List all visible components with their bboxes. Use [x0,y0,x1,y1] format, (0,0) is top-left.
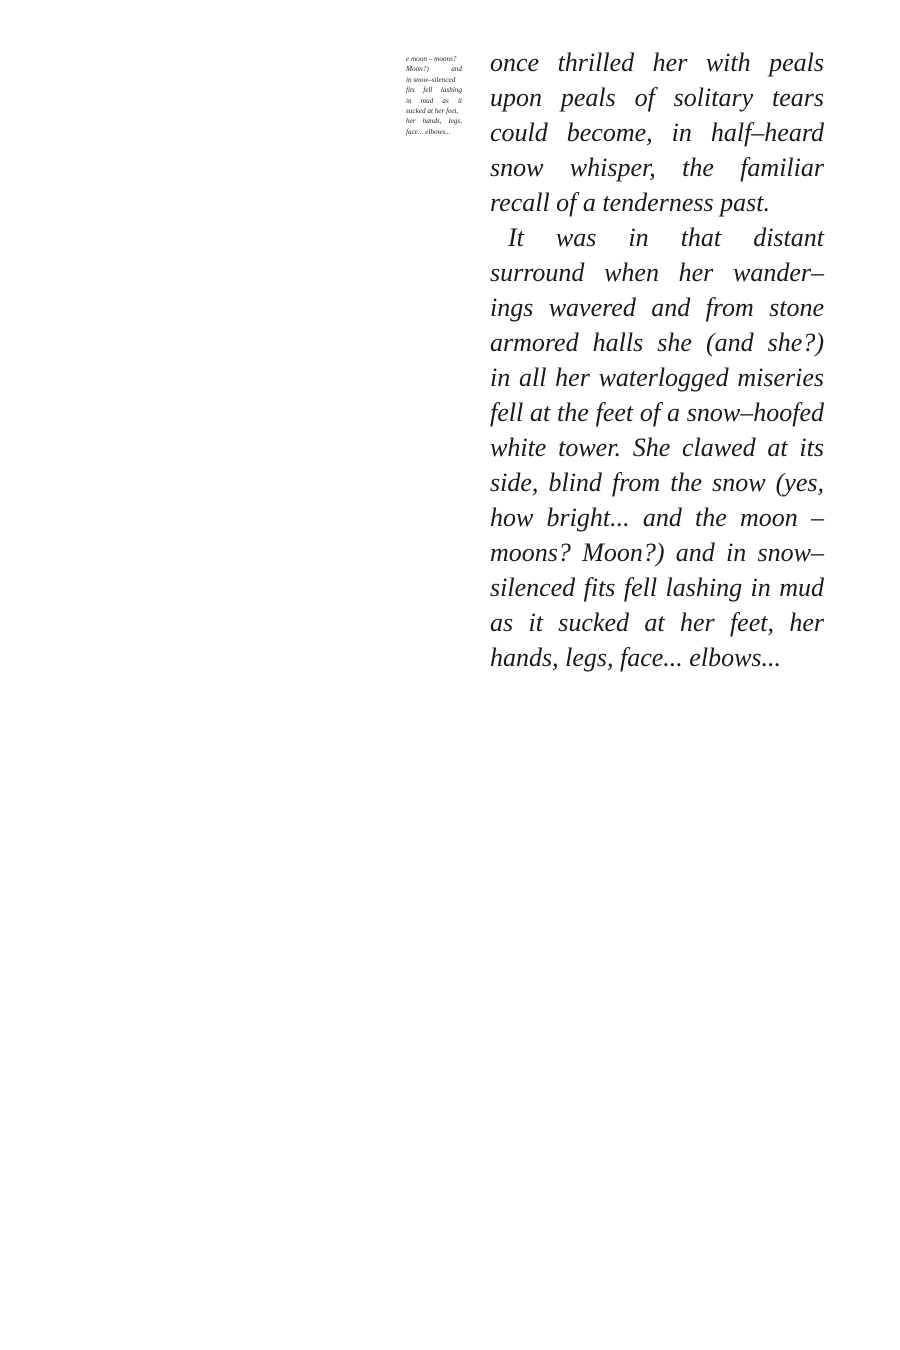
margin-note-line: sucked at her feet, [406,107,459,116]
margin-note-line: her hands, legs, [406,117,462,126]
text-line: as it sucked at her feet, her [490,608,824,637]
text-line: recall of a tenderness past. [490,188,770,217]
margin-note-line: e moon – moons? [406,55,457,63]
body-text [490,45,824,675]
margin-note-line: in mud as it [406,96,462,105]
text-line: fell at the feet of a snow–hoofed [490,398,824,427]
margin-note-line: Moon?) and [406,65,462,74]
margin-note-line: in snow–silenced [406,75,456,84]
text-line: white tower. She clawed at its [490,433,824,462]
text-line: side, blind from the snow (yes, [490,468,824,497]
text-line: moons? Moon?) and in snow– [490,538,824,567]
text-line: silenced fits fell lashing in mud [490,573,824,602]
margin-note-line: face... elbows... [406,127,451,136]
text-line: snow whisper, the familiar [490,153,824,182]
text-line: hands, legs, face... elbows... [490,643,782,672]
margin-note [406,54,462,137]
text-line: upon peals of solitary tears [490,83,824,112]
text-line: It was in that distant [508,223,824,252]
text-line: how bright... and the moon – [490,503,824,532]
text-line: could become, in half–heard [490,118,824,147]
text-line: surround when her wander– [490,258,824,287]
margin-note-line: fits fell lashing [406,86,462,95]
text-line: armored halls she (and she?) [490,328,824,357]
text-line: ings wavered and from stone [490,293,824,322]
text-line: once thrilled her with peals [490,48,824,77]
text-line: in all her waterlogged miseries [490,363,824,392]
